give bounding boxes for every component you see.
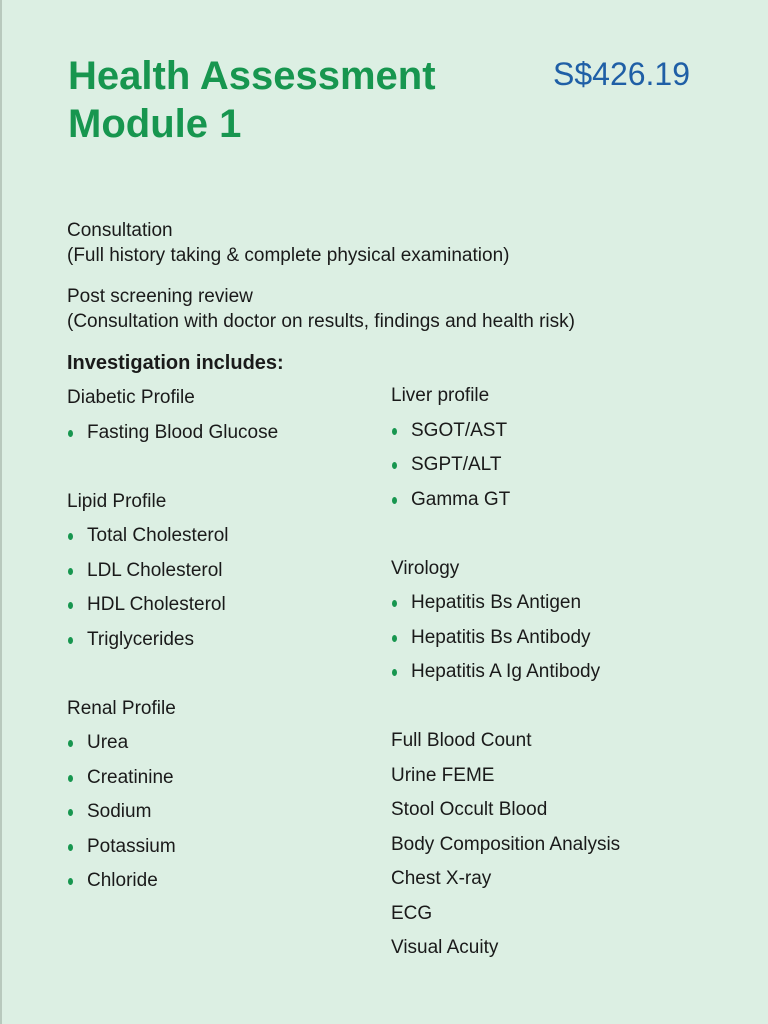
bullet-icon [68,809,73,816]
item-label: Creatinine [87,766,174,788]
list-item [67,798,367,833]
post-screening-title: Post screening review [67,286,253,307]
module-title-line-1: Health Assessment [68,54,436,98]
item-label: Triglycerides [87,628,194,650]
test-item: Full Blood Count [391,730,532,751]
bullet-icon [392,600,397,607]
test-item: Body Composition Analysis [391,833,621,855]
test-item: ECG [391,902,433,924]
item-label: Hepatitis Bs Antibody [411,626,591,648]
bullet-icon [68,844,73,851]
bullet-icon [68,602,73,609]
bullet-icon [68,740,73,747]
bullet-icon [68,533,73,540]
bullet-icon [392,462,397,469]
list-item [67,626,367,661]
test-item: Stool Occult Blood [391,799,548,820]
bullet-icon [392,497,397,504]
item-label: Hepatitis Bs Antigen [411,592,582,613]
list-item [67,591,367,626]
bullet-icon [392,635,397,642]
right-column [391,382,731,969]
item-label: SGOT/AST [411,419,508,441]
renal-profile-heading: Renal Profile [67,697,176,719]
item-label: Urea [87,732,129,753]
test-item: Visual Acuity [391,937,499,958]
list-item [67,522,367,557]
bullet-icon [68,775,73,782]
item-label: Hepatitis A Ig Antibody [411,661,601,682]
item-label: Chloride [87,870,158,891]
list-item [67,557,367,592]
test-item: Chest X-ray [391,868,492,889]
virology-heading: Virology [391,557,460,579]
left-column [67,384,367,902]
bullet-icon [392,669,397,676]
post-screening-block [67,284,575,334]
bullet-icon [68,430,73,437]
module-title [68,52,436,148]
list-item [67,729,367,764]
page-edge-line [0,0,2,1024]
test-item: Urine FEME [391,764,495,786]
item-label: Sodium [87,801,152,822]
item-label: Gamma GT [411,488,511,510]
item-label: SGPT/ALT [411,454,502,475]
consultation-description: (Full history taking & complete physical examination) [67,245,510,266]
item-label: Potassium [87,835,176,857]
lipid-profile-heading: Lipid Profile [67,490,167,512]
item-label: Total Cholesterol [87,525,229,546]
diabetic-profile-heading: Diabetic Profile [67,387,195,408]
list-item [391,451,731,486]
list-item [67,419,367,454]
list-item [391,417,731,452]
module-price: S$426.19 [553,56,691,92]
post-screening-description: (Consultation with doctor on results, findings and health risk) [67,311,575,332]
bullet-icon [392,428,397,435]
list-item [67,833,367,868]
liver-profile-heading: Liver profile [391,385,490,406]
list-item [67,867,367,902]
list-item [391,658,731,693]
item-label: Fasting Blood Glucose [87,421,279,443]
item-label: HDL Cholesterol [87,594,226,615]
item-label: LDL Cholesterol [87,559,223,581]
list-item [391,486,731,521]
bullet-icon [68,637,73,644]
list-item [391,589,731,624]
list-item [391,624,731,659]
bullet-icon [68,878,73,885]
consultation-title: Consultation [67,220,173,241]
bullet-icon [68,568,73,575]
list-item [67,764,367,799]
module-title-line-2: Module 1 [68,102,242,146]
consultation-block [67,218,509,268]
investigation-heading: Investigation includes: [67,352,284,374]
